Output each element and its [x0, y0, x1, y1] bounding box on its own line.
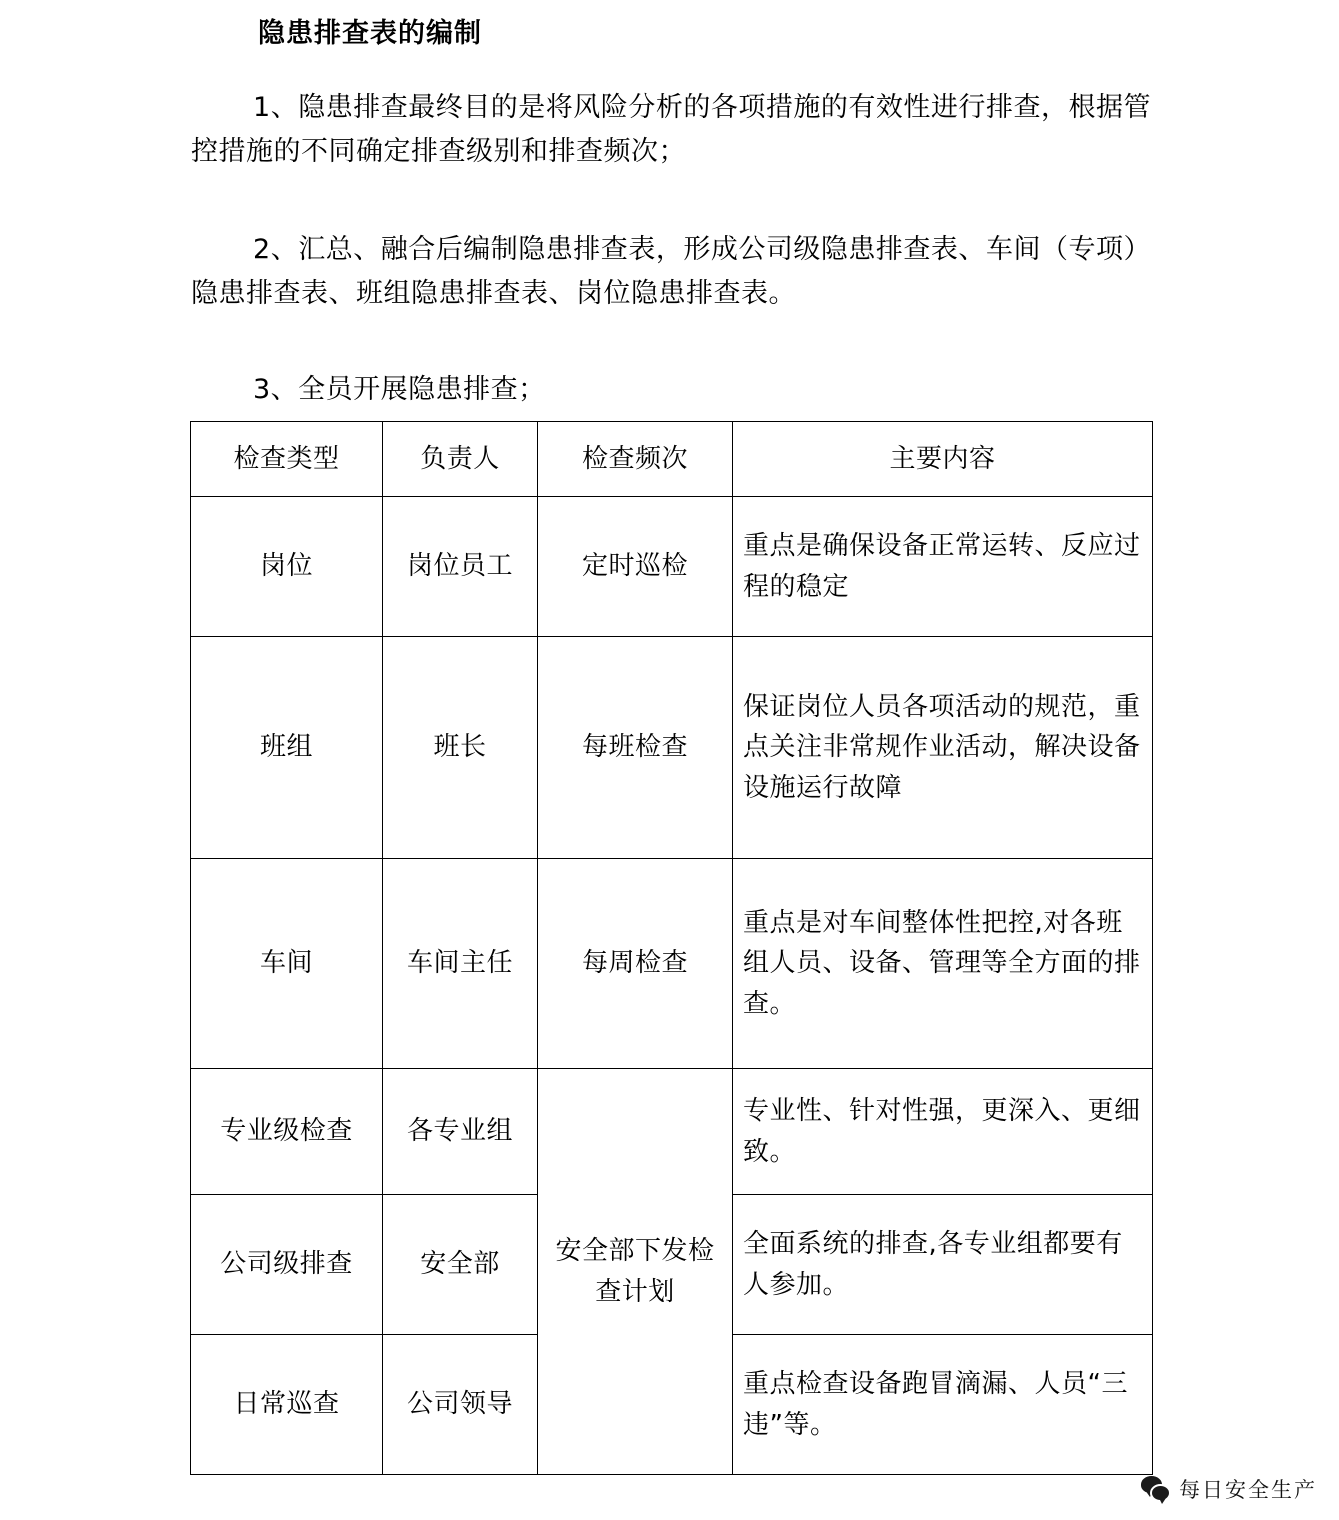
cell-frequency: 安全部下发检查计划: [538, 1069, 733, 1475]
cell-type: 日常巡查: [191, 1335, 383, 1475]
cell-frequency: 定时巡检: [538, 497, 733, 637]
cell-content: 重点是对车间整体性把控,对各班组人员、设备、管理等全方面的排查。: [733, 859, 1153, 1069]
table-header-cell: 检查频次: [538, 422, 733, 497]
table-row: [191, 637, 1153, 859]
cell-owner: 公司领导: [383, 1335, 538, 1475]
cell-content: 保证岗位人员各项活动的规范，重点关注非常规作业活动，解决设备设施运行故障: [733, 637, 1153, 859]
table-row: [191, 497, 1153, 637]
table-header-cell: 检查类型: [191, 422, 383, 497]
cell-owner: 班长: [383, 637, 538, 859]
cell-owner: 安全部: [383, 1195, 538, 1335]
wechat-icon: [1141, 1476, 1171, 1502]
wechat-account-label: 每日安全生产: [1179, 1478, 1317, 1502]
cell-content: 全面系统的排查,各专业组都要有人参加。: [733, 1195, 1153, 1335]
cell-content: 专业性、针对性强，更深入、更细致。: [733, 1069, 1153, 1195]
inspection-table: [190, 421, 1153, 1475]
cell-owner: 各专业组: [383, 1069, 538, 1195]
cell-type: 班组: [191, 637, 383, 859]
cell-type: 车间: [191, 859, 383, 1069]
table-row: [191, 859, 1153, 1069]
table-header-cell: 主要内容: [733, 422, 1153, 497]
paragraph-3: 3、全员开展隐患排查；: [253, 374, 546, 405]
cell-owner: 车间主任: [383, 859, 538, 1069]
cell-frequency: 每班检查: [538, 637, 733, 859]
cell-frequency: 每周检查: [538, 859, 733, 1069]
cell-type: 岗位: [191, 497, 383, 637]
cell-type: 专业级检查: [191, 1069, 383, 1195]
paragraph-2: 2、汇总、融合后编制隐患排查表，形成公司级隐患排查表、车间（专项）隐患排查表、班组隐患排查表、岗位隐患排查表。: [191, 234, 1151, 309]
page-title: 隐患排查表的编制: [258, 18, 482, 49]
cell-type: 公司级排查: [191, 1195, 383, 1335]
table-row: [191, 1069, 1153, 1195]
table-header-row: [191, 422, 1153, 497]
table-header-cell: 负责人: [383, 422, 538, 497]
cell-content: 重点是确保设备正常运转、反应过程的稳定: [733, 497, 1153, 637]
paragraph-1: 1、隐患排查最终目的是将风险分析的各项措施的有效性进行排查，根据管控措施的不同确定排查级别和排查频次；: [191, 92, 1151, 167]
wechat-account-badge: [1141, 1474, 1317, 1504]
cell-owner: 岗位员工: [383, 497, 538, 637]
cell-content: 重点检查设备跑冒滴漏、人员“三违”等。: [733, 1335, 1153, 1475]
